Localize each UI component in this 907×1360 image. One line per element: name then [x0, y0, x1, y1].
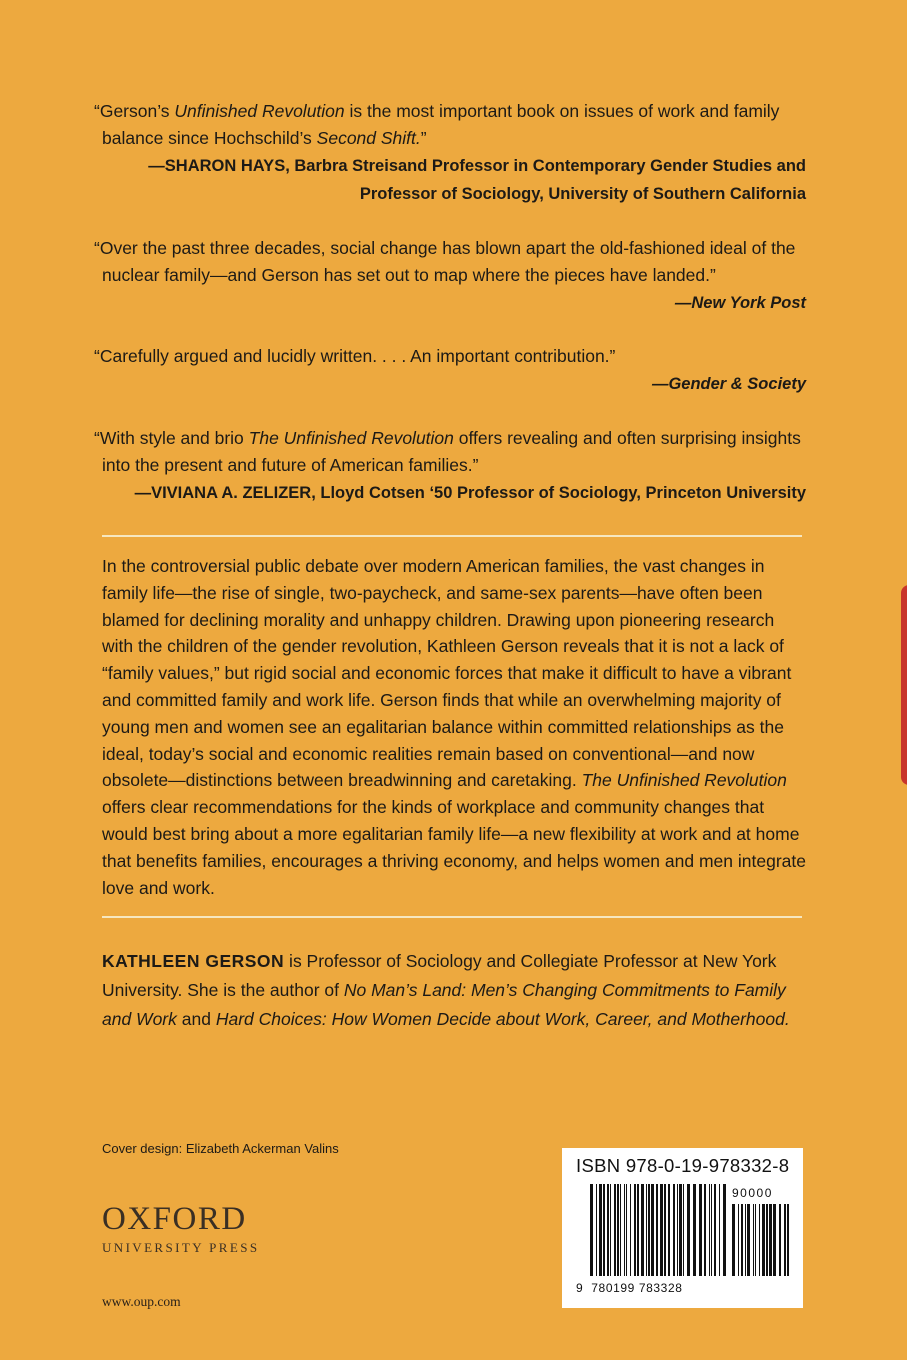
barcode-bar: [673, 1184, 675, 1276]
quote-attribution: —New York Post: [674, 294, 806, 312]
barcode-bar: [766, 1204, 768, 1276]
review-quote-ny-post: [94, 235, 806, 317]
barcode-bar: [745, 1204, 746, 1276]
barcode-bar: [787, 1204, 789, 1276]
publisher-url: www.oup.com: [102, 1294, 181, 1309]
barcode-bar: [624, 1184, 625, 1276]
edge-accent: [901, 585, 907, 785]
barcode-bar: [719, 1184, 720, 1276]
barcode-bar: [779, 1204, 781, 1276]
barcode-bar: [641, 1184, 644, 1276]
barcode-bar: [769, 1204, 772, 1276]
barcode-bar: [773, 1204, 776, 1276]
barcode-bar: [711, 1184, 712, 1276]
barcode-bar: [648, 1184, 650, 1276]
barcode-bar: [738, 1204, 739, 1276]
barcode-bar: [687, 1184, 690, 1276]
quote-text: “Gerson’s Unfinished Revolution is the most important book on issues of work and family balance since Hochschild’s Second Shift.”: [94, 101, 780, 148]
barcode-bar: [630, 1184, 631, 1276]
barcode-bar: [603, 1184, 605, 1276]
divider: [102, 916, 802, 918]
barcode-bar: [784, 1204, 786, 1276]
barcode-bar: [723, 1184, 726, 1276]
author-name: KATHLEEN GERSON: [102, 951, 285, 971]
quote-attribution: —VIVIANA A. ZELIZER, Lloyd Cotsen ‘50 Professor of Sociology, Princeton University: [134, 484, 806, 502]
barcode-bar: [610, 1184, 611, 1276]
publisher-name: OXFORD: [102, 1201, 247, 1237]
barcode-digits: 9 780199 783328: [576, 1281, 683, 1295]
barcode-bar: [699, 1184, 702, 1276]
barcode-bar: [668, 1184, 670, 1276]
barcode-bar: [704, 1184, 706, 1276]
barcode-bar: [677, 1184, 678, 1276]
barcode-bar: [693, 1184, 696, 1276]
price-code: 90000: [732, 1186, 773, 1200]
barcode-bar: [646, 1184, 647, 1276]
barcode-bar: [590, 1184, 593, 1276]
review-quote-zelizer: [94, 425, 806, 507]
barcode-bar: [596, 1184, 597, 1276]
barcode-bar: [660, 1184, 663, 1276]
barcode-bar: [664, 1184, 666, 1276]
quote-text: “Over the past three decades, social change has blown apart the old-fashioned ideal of the nuclear family—and Gerson has set out to map where the pieces have landed.”: [94, 238, 796, 285]
quote-text: “With style and brio The Unfinished Revolution offers revealing and often surprising insights into the present and future of American families.”: [94, 428, 801, 475]
barcode-bar: [753, 1204, 754, 1276]
barcode-bar: [762, 1204, 765, 1276]
barcode-bar: [714, 1184, 716, 1276]
barcode-bar: [620, 1184, 621, 1276]
isbn-label: ISBN 978-0-19-978332-8: [576, 1155, 790, 1176]
review-quote-hays: [94, 98, 806, 208]
author-bio: KATHLEEN GERSON is Professor of Sociology and Collegiate Professor at New York University. She is the author of No Man’s Land: Men’s Changing Commitments to Family and Work and Hard Choices: How Women Decide about Work, Career, and Motherhood.: [102, 951, 790, 1029]
barcode-bar: [626, 1184, 627, 1276]
publisher-logo: [102, 1202, 259, 1256]
barcode-bar: [732, 1204, 735, 1276]
quote-attribution: —Gender & Society: [651, 375, 806, 393]
book-description: In the controversial public debate over modern American families, the vast changes in family life—the rise of single, two-paycheck, and same-sex parents—have often been blamed for declining morality and unhappy children. Drawing upon pioneering research with the children of the gender revolution, Kathleen Gerson reveals that it is not a lack of “family values,” but rigid social and economic forces that make it difficult to have a vibrant and committed family and work life. Gerson finds that while an overwhelming majority of young men and women see an egalitarian balance within committed relationships as the ideal, today’s social and economic realities remain based on conventional—and now obsolete—distinctions between breadwinning and caretaking. The Unfinished Revolution offers clear recommendations for the kinds of workplace and community changes that would best bring about a more egalitarian family life—a new flexibility at work and at home that benefits families, encourages a thriving economy, and helps women and men integrate love and work.: [102, 556, 806, 898]
barcode-bar: [747, 1204, 750, 1276]
barcode-bar: [607, 1184, 609, 1276]
barcode-bar: [755, 1204, 756, 1276]
barcode-bar: [634, 1184, 636, 1276]
quote-attribution: —SHARON HAYS, Barbra Streisand Professor in Contemporary Gender Studies and Professor of Sociology, University of Southern California: [148, 157, 806, 203]
quote-text: “Carefully argued and lucidly written. . . . An important contribution.”: [94, 346, 616, 366]
barcode-bar: [759, 1204, 760, 1276]
barcode-bar: [683, 1184, 684, 1276]
barcode-bar: [656, 1184, 658, 1276]
barcode-bar: [741, 1204, 743, 1276]
publisher-subname: UNIVERSITY PRESS: [102, 1240, 260, 1255]
barcode-bar: [614, 1184, 616, 1276]
barcode-bar: [651, 1184, 654, 1276]
barcode-bar: [599, 1184, 602, 1276]
barcode-bar: [637, 1184, 639, 1276]
barcode-bar: [679, 1184, 682, 1276]
barcode-bar: [709, 1184, 710, 1276]
isbn-barcode: [562, 1148, 803, 1308]
barcode-bar: [617, 1184, 619, 1276]
review-quote-gender-society: [94, 343, 806, 398]
cover-design-credit: Cover design: Elizabeth Ackerman Valins: [102, 1141, 339, 1156]
divider: [102, 535, 802, 537]
